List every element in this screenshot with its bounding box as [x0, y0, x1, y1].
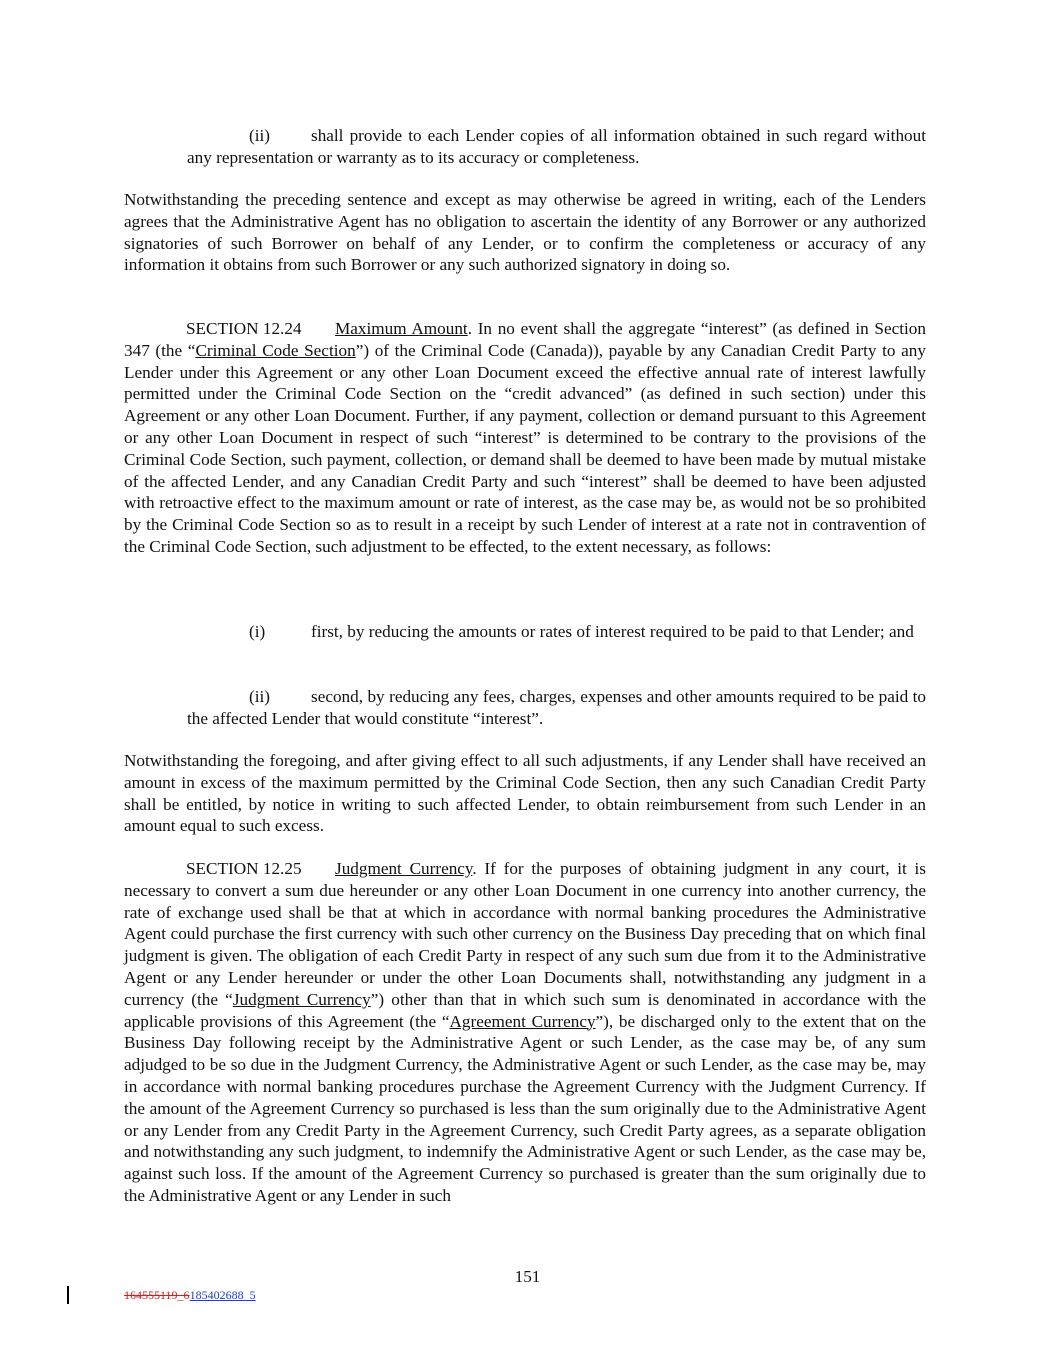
section-12-24 [124, 318, 926, 558]
change-bar [67, 1286, 69, 1304]
clause-ii-second [187, 686, 926, 730]
notwithstanding-paragraph-2 [124, 750, 926, 837]
defined-term-judgment-currency: Judgment Currency [232, 989, 371, 1009]
document-id-deleted: 164555119_6 [124, 1288, 190, 1302]
clause-i-first [187, 621, 926, 643]
clause-number: (i) [249, 622, 266, 641]
page-number: 151 [514, 1267, 541, 1286]
section-text-part-1: . In no event shall the aggregate “interest” (as defined in Section 347 (the “ [124, 319, 926, 360]
clause-text: second, by reducing any fees, charges, expenses and other amounts required to be paid to the affected Lender that would constitute “interest”. [187, 687, 926, 728]
notwithstanding-paragraph-1 [124, 189, 926, 276]
paragraph-text: Notwithstanding the preceding sentence and except as may otherwise be agreed in writing, each of the Lenders agrees that the Administrative Agent has no obligation to ascertain the identity of any Borrower or any authorized signatories of such Borrower on behalf of any Lender, or to confirm the completeness or accuracy of any information it obtains from such Borrower or any such authorized signatory in doing so. [124, 190, 926, 275]
section-title: Maximum Amount [335, 319, 468, 338]
clause-text: first, by reducing the amounts or rates of interest required to be paid to that Lender; and [311, 622, 914, 641]
section-text-part-3: ”), be discharged only to the extent that on the Business Day following receipt by the Administrative Agent or such Lender, as the case may be, of any sum adjudged to be so due in the Judgment Currency, the Administrative Agent or such Lender, as the case may be, may in accordance with normal banking procedures purchase the Agreement Currency with the Judgment Currency. If the amount of the Agreement Currency so purchased is less than the sum originally due to the Administrative Agent or any Lender from any Credit Party in the Agreement Currency, such Credit Party agrees, as a separate obligation and notwithstanding any such judgment, to indemnify the Administrative Agent or such Lender, as the case may be, against such loss. If the amount of the Agreement Currency so purchased is greater than the sum originally due to the Administrative Agent or any Lender in such [124, 1011, 926, 1205]
section-label: SECTION 12.24 [186, 319, 302, 338]
paragraph-text: Notwithstanding the foregoing, and after giving effect to all such adjustments, if any Lender shall have received an amount in excess of the maximum permitted by the Criminal Code Section, then any such Canadian Credit Party shall be entitled, by notice in writing to such affected Lender, to obtain reimbursement from such Lender in an amount equal to such excess. [124, 751, 926, 836]
defined-term-agreement-currency: Agreement Currency [449, 1011, 596, 1031]
section-12-25 [124, 858, 926, 1207]
document-id [124, 1288, 256, 1302]
defined-term-criminal-code-section: Criminal Code Section [195, 340, 356, 360]
section-text-part-2: ”) of the Criminal Code (Canada)), payable by any Canadian Credit Party to any Lender under this Agreement or any other Loan Document exceed the effective annual rate of interest lawfully permitted under the Criminal Code Section on the “credit advanced” (as defined in such section) under this Agreement or any other Loan Document. Further, if any payment, collection or demand pursuant to this Agreement or any other Loan Document in respect of such “interest” is determined to be contrary to the provisions of the Criminal Code Section, such payment, collection, or demand shall be deemed to have been made by mutual mistake of the affected Lender, and any Canadian Credit Party and such “interest” shall be deemed to have been adjusted with retroactive effect to the maximum amount or rate of interest, as the case may be, as would not be so prohibited by the Criminal Code Section so as to result in a receipt by such Lender of interest at a rate not in contravention of the Criminal Code Section, such adjustment to be effected, to the extent necessary, as follows: [124, 340, 926, 556]
clause-number: (ii) [249, 687, 270, 706]
document-id-inserted: 185402688_5 [189, 1288, 256, 1302]
section-text-part-2: ”) other than that in which such sum is denominated in accordance with the applicable provisions of this Agreement (the “ [124, 989, 927, 1031]
section-label: SECTION 12.25 [186, 859, 302, 878]
section-title: Judgment Currency [335, 859, 473, 878]
section-text-part-1: . If for the purposes of obtaining judgment in any court, it is necessary to convert a sum due hereunder or any other Loan Document in one currency into another currency, the rate of exchange used shall be that at which in accordance with normal banking procedures the Administrative Agent could purchase the first currency with such other currency on the Business Day preceding that on which final judgment is given. The obligation of each Credit Party in respect of any such sum due from it to the Administrative Agent or any Lender hereunder or under the other Loan Documents shall, notwithstanding any judgment in a currency (the “ [124, 859, 926, 1009]
clause-number: (ii) [249, 126, 270, 145]
clause-ii-information [187, 125, 926, 169]
clause-text: shall provide to each Lender copies of all information obtained in such regard without any representation or warranty as to its accuracy or completeness. [187, 126, 926, 167]
